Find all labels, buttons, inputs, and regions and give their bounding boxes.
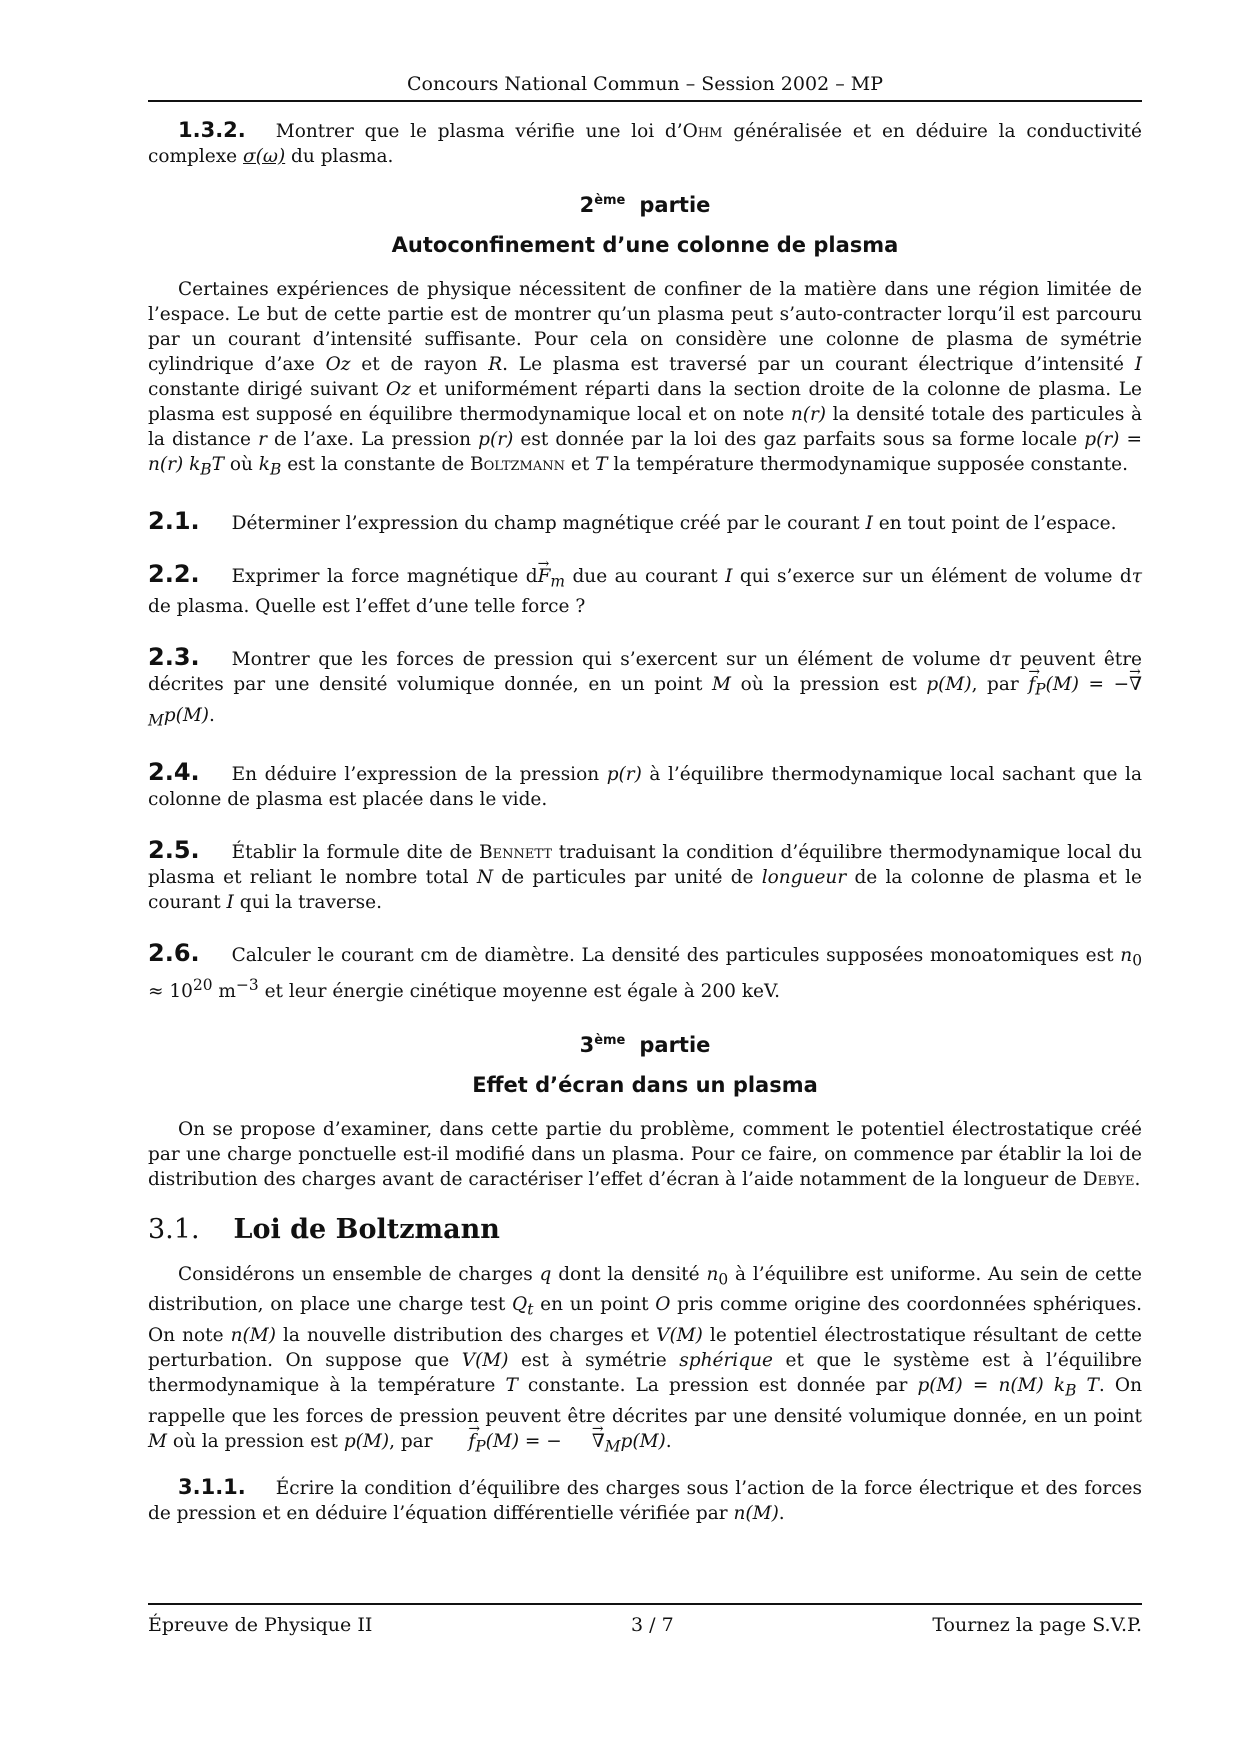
question-number: 2.1. xyxy=(148,506,200,535)
question-1-3-2: 1.3.2. Montrer que le plasma vérifie une loi d’Ohm généralisée et en déduire la conductivité complexe σ(ω) du plasma. xyxy=(148,118,1142,167)
footer-right: Tournez la page S.V.P. xyxy=(932,1614,1142,1636)
part-2-title: Autoconfinement d’une colonne de plasma xyxy=(391,233,899,257)
part-3-title: Effet d’écran dans un plasma xyxy=(472,1072,818,1097)
question-2-3: 2.3. Montrer que les forces de pression qui s’exercent sur un élément de volume dτ peuvent être décrites par une densité volumique donnée, en un point M où la pression est p(M), par → $f_P(M)$ = −→ $\nabla_Mp(M)$. xyxy=(148,645,1142,733)
question-number: 2.5. xyxy=(148,835,200,864)
header-rule xyxy=(148,100,1142,102)
page-header: Concours National Commun – Session 2002 – MP xyxy=(407,73,883,95)
question-2-5: 2.5. Établir la formule dite de Bennett traduisant la condition d’équilibre thermodynamique local du plasma et reliant le nombre total N de particules par unité de longueur de la colonne de plasma et le courant I qui la traverse. xyxy=(148,835,1143,913)
question-2-4: 2.4. En déduire l’expression de la pression p(r) à l’équilibre thermodynamique local sachant que la colonne de plasma est placée dans le vide. xyxy=(148,757,1142,810)
question-2-6: 2.6. Calculer le courant cm de diamètre. La densité des particules supposées monoatomiques est $n_0 \approx 10^{20}$ $m^{-3}$ et leur énergie cinétique moyenne est égale à 200 keV. xyxy=(148,938,1142,1003)
question-number: 2.4. xyxy=(148,757,200,786)
question-number: 2.2. xyxy=(148,559,200,588)
question-2-2: 2.2. Exprimer la force magnétique $d\to F_m$ due au courant I qui s’exerce sur un élément de volume dτ de plasma. Quelle est l’effet d’une telle force ? xyxy=(148,562,1142,620)
document-page xyxy=(148,72,1142,1526)
part-2-heading: 2ème partie xyxy=(579,193,711,217)
question-2-1: 2.1. Déterminer l’expression du champ magnétique créé par le courant I en tout point de l’espace. xyxy=(148,506,1117,535)
question-number: 1.3.2. xyxy=(178,118,246,142)
question-number: 2.3. xyxy=(148,643,200,672)
section-3-1-text: Considérons un ensemble de charges q dont la densité $n_0$ à l’équilibre est uniforme. Au sein de cette distribution, on place une charge test $Q_t$ en un point O pris comme origine des coordonnées sphériques. On note n(M) la nouvelle distribution des charges et V(M) le potentiel électrostatique résultant de cette perturbation. On suppose que V(M) est à symétrie sphérique et que le système est à l’équilibre thermodynamique à la température T constante. La pression est donnée par p(M) = n(M) $k_B$ T. On rappelle que les forces de pression peuvent être décrites par une densité volumique donnée, en un point M où la pression est p(M), par → $f_P(M)$ = −→ $\nabla_Mp(M)$. xyxy=(148,1262,1142,1460)
part-2-intro: Certaines expériences de physique nécessitent de confiner de la matière dans une région limitée de l’espace. Le but de cette partie est de montrer qu’un plasma peut s’auto-contracter lorqu’il est parcouru par un courant d’intensité suffisante. Pour cela on considère une colonne de plasma de symétrie cylindrique d’axe Oz et de rayon R. Le plasma est traversé par un courant électrique d’intensité I constante dirigé suivant Oz et uniformément réparti dans la section droite de la colonne de plasma. Le plasma est supposé en équilibre thermodynamique local et on note n(r) la densité totale des particules à la distance r de l’axe. La pression p(r) est donnée par la loi des gaz parfaits sous sa forme locale p(r) = n(r) $k_BT$ où $k_B$ est la constante de Boltzmann et T la température thermodynamique supposée constante. xyxy=(148,279,1143,479)
part-3-heading: 3ème partie xyxy=(579,1032,711,1057)
page-footer xyxy=(148,1603,1142,1637)
question-number: 2.6. xyxy=(148,938,200,967)
section-3-1-heading: 3.1. Loi de Boltzmann xyxy=(148,1213,500,1245)
question-3-1-1: 3.1.1. Écrire la condition d’équilibre des charges sous l’action de la force électrique et des forces de pression et en déduire l’équation différentielle vérifiée par n(M). xyxy=(148,1475,1142,1525)
footer-rule xyxy=(148,1603,1142,1605)
part-3-intro: On se propose d’examiner, dans cette partie du problème, comment le potentiel électrostatique créé par une charge ponctuelle est-il modifié dans un plasma. Pour ce faire, on commence par établir la loi de distribution des charges avant de caractériser l’effet d’écran à l’aide notamment de la longueur de Debye. xyxy=(148,1118,1142,1190)
page-number: 3 / 7 xyxy=(631,1614,674,1636)
question-number: 3.1.1. xyxy=(178,1475,246,1500)
footer-left: Épreuve de Physique II xyxy=(148,1614,373,1636)
